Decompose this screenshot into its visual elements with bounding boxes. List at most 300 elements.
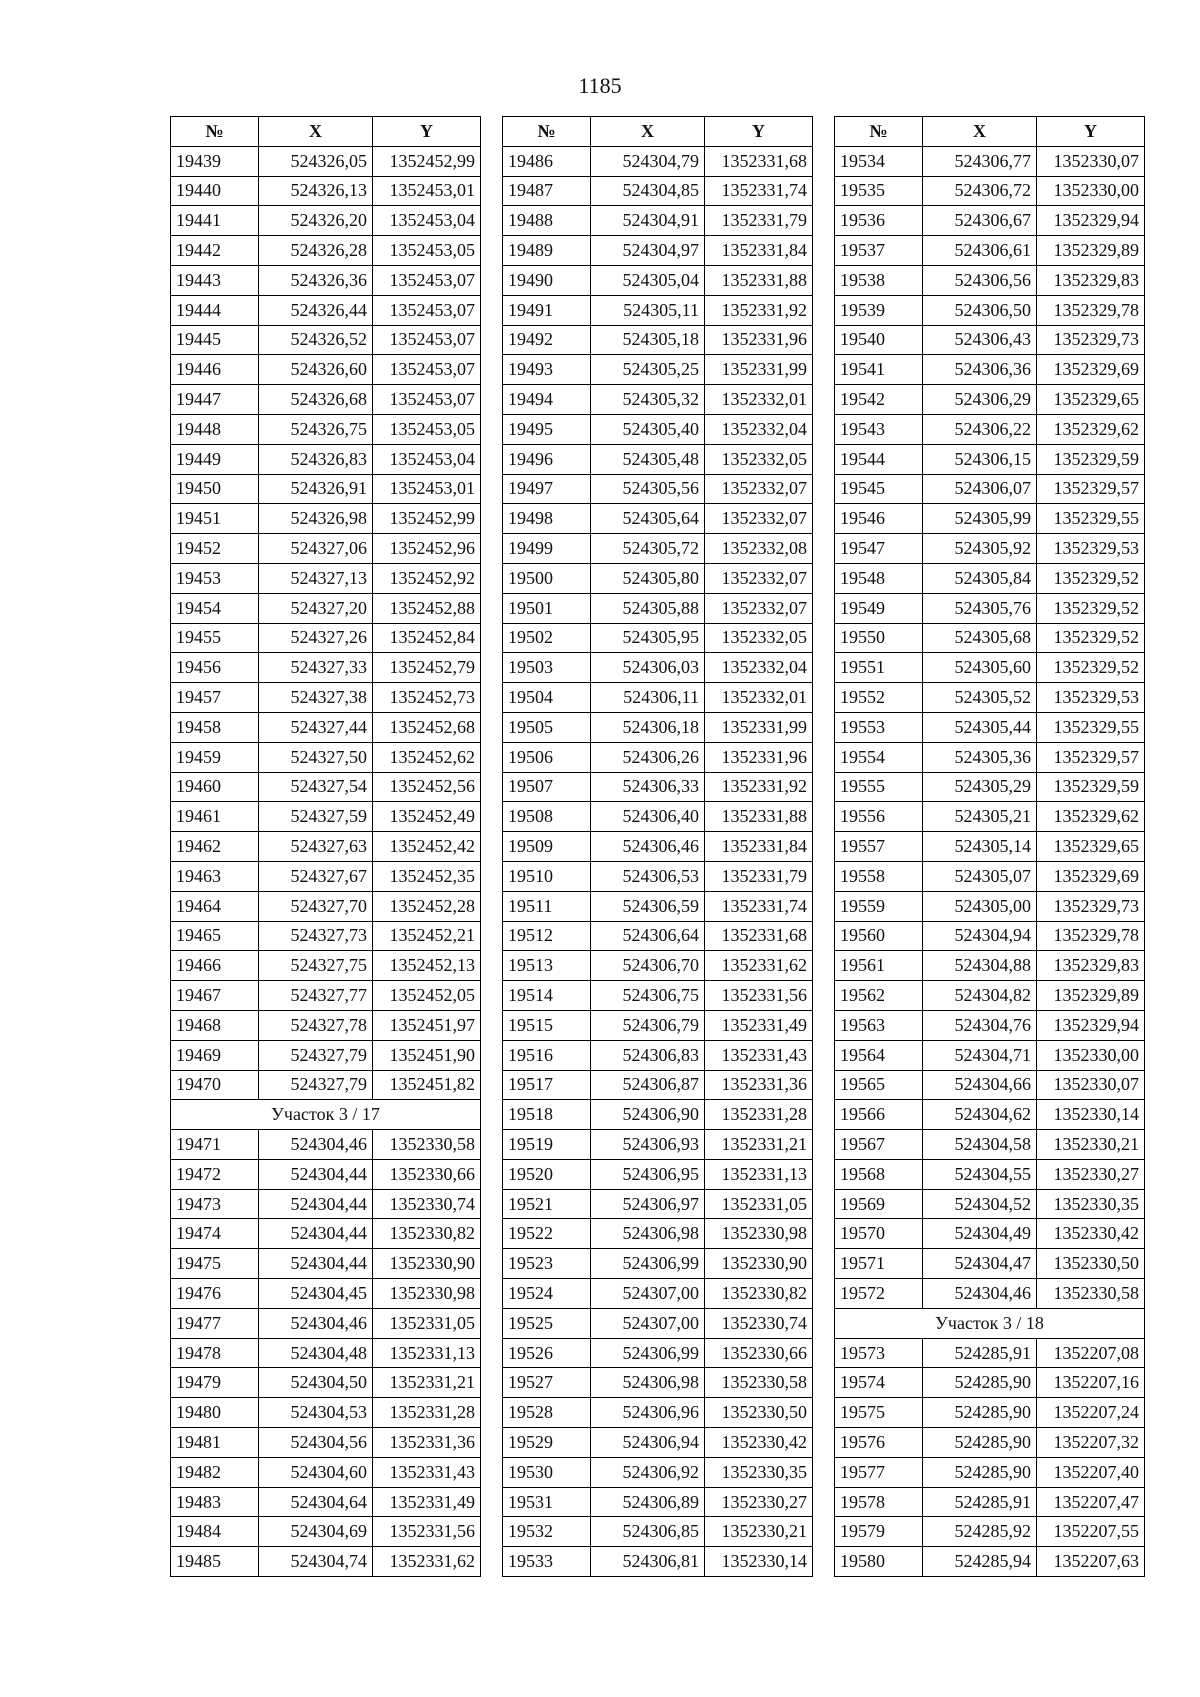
point-number-cell: 19504 xyxy=(503,683,591,713)
point-number-cell: 19539 xyxy=(835,295,923,325)
point-number-cell: 19450 xyxy=(171,474,259,504)
table-row xyxy=(835,385,1145,415)
table-row xyxy=(171,1189,481,1219)
x-coordinate-cell: 524305,56 xyxy=(591,474,705,504)
table-row xyxy=(171,951,481,981)
point-number-cell: 19576 xyxy=(835,1428,923,1458)
point-number-cell: 19569 xyxy=(835,1189,923,1219)
y-coordinate-cell: 1352331,43 xyxy=(705,1040,813,1070)
point-number-cell: 19464 xyxy=(171,891,259,921)
table-row xyxy=(503,534,813,564)
y-coordinate-cell: 1352452,99 xyxy=(373,504,481,534)
y-coordinate-cell: 1352207,08 xyxy=(1037,1338,1145,1368)
x-coordinate-cell: 524327,63 xyxy=(259,832,373,862)
y-coordinate-cell: 1352453,05 xyxy=(373,414,481,444)
table-row xyxy=(503,1398,813,1428)
y-coordinate-cell: 1352329,83 xyxy=(1037,265,1145,295)
y-coordinate-cell: 1352329,62 xyxy=(1037,802,1145,832)
y-coordinate-cell: 1352329,52 xyxy=(1037,653,1145,683)
point-number-cell: 19513 xyxy=(503,951,591,981)
x-coordinate-cell: 524327,50 xyxy=(259,742,373,772)
x-coordinate-cell: 524304,62 xyxy=(923,1100,1037,1130)
y-coordinate-cell: 1352452,56 xyxy=(373,772,481,802)
header-y: Y xyxy=(1037,117,1145,147)
y-coordinate-cell: 1352330,27 xyxy=(705,1487,813,1517)
y-coordinate-cell: 1352330,42 xyxy=(705,1428,813,1458)
point-number-cell: 19477 xyxy=(171,1308,259,1338)
table-row xyxy=(835,1100,1145,1130)
x-coordinate-cell: 524304,56 xyxy=(259,1428,373,1458)
table-row xyxy=(835,1010,1145,1040)
y-coordinate-cell: 1352329,78 xyxy=(1037,921,1145,951)
x-coordinate-cell: 524304,85 xyxy=(591,176,705,206)
x-coordinate-cell: 524306,83 xyxy=(591,1040,705,1070)
table-row xyxy=(503,1040,813,1070)
x-coordinate-cell: 524305,32 xyxy=(591,385,705,415)
point-number-cell: 19506 xyxy=(503,742,591,772)
x-coordinate-cell: 524304,82 xyxy=(923,981,1037,1011)
x-coordinate-cell: 524285,90 xyxy=(923,1368,1037,1398)
point-number-cell: 19474 xyxy=(171,1219,259,1249)
x-coordinate-cell: 524306,18 xyxy=(591,712,705,742)
table-row xyxy=(171,802,481,832)
y-coordinate-cell: 1352331,96 xyxy=(705,742,813,772)
table-row xyxy=(835,563,1145,593)
table-row xyxy=(171,683,481,713)
x-coordinate-cell: 524306,96 xyxy=(591,1398,705,1428)
y-coordinate-cell: 1352331,28 xyxy=(705,1100,813,1130)
y-coordinate-cell: 1352330,00 xyxy=(1037,176,1145,206)
table-row xyxy=(835,1189,1145,1219)
point-number-cell: 19553 xyxy=(835,712,923,742)
x-coordinate-cell: 524305,29 xyxy=(923,772,1037,802)
x-coordinate-cell: 524306,56 xyxy=(923,265,1037,295)
table-row xyxy=(835,772,1145,802)
point-number-cell: 19445 xyxy=(171,325,259,355)
point-number-cell: 19492 xyxy=(503,325,591,355)
point-number-cell: 19461 xyxy=(171,802,259,832)
table-row xyxy=(503,1130,813,1160)
y-coordinate-cell: 1352331,49 xyxy=(705,1010,813,1040)
point-number-cell: 19557 xyxy=(835,832,923,862)
y-coordinate-cell: 1352332,04 xyxy=(705,653,813,683)
x-coordinate-cell: 524326,20 xyxy=(259,206,373,236)
point-number-cell: 19547 xyxy=(835,534,923,564)
point-number-cell: 19559 xyxy=(835,891,923,921)
x-coordinate-cell: 524327,44 xyxy=(259,712,373,742)
point-number-cell: 19543 xyxy=(835,414,923,444)
table-row xyxy=(835,1219,1145,1249)
point-number-cell: 19467 xyxy=(171,981,259,1011)
point-number-cell: 19537 xyxy=(835,236,923,266)
y-coordinate-cell: 1352207,55 xyxy=(1037,1517,1145,1547)
header-x: X xyxy=(591,117,705,147)
table-row xyxy=(835,623,1145,653)
y-coordinate-cell: 1352332,07 xyxy=(705,563,813,593)
table-row xyxy=(503,891,813,921)
point-number-cell: 19548 xyxy=(835,563,923,593)
point-number-cell: 19451 xyxy=(171,504,259,534)
section-row xyxy=(835,1308,1145,1338)
table-row xyxy=(171,1130,481,1160)
y-coordinate-cell: 1352330,50 xyxy=(1037,1249,1145,1279)
y-coordinate-cell: 1352207,40 xyxy=(1037,1457,1145,1487)
table-row xyxy=(171,1010,481,1040)
point-number-cell: 19568 xyxy=(835,1159,923,1189)
point-number-cell: 19458 xyxy=(171,712,259,742)
y-coordinate-cell: 1352331,79 xyxy=(705,206,813,236)
y-coordinate-cell: 1352332,07 xyxy=(705,474,813,504)
point-number-cell: 19555 xyxy=(835,772,923,802)
point-number-cell: 19457 xyxy=(171,683,259,713)
table-row xyxy=(171,1219,481,1249)
x-coordinate-cell: 524306,15 xyxy=(923,444,1037,474)
y-coordinate-cell: 1352207,47 xyxy=(1037,1487,1145,1517)
table-row xyxy=(835,355,1145,385)
y-coordinate-cell: 1352330,35 xyxy=(705,1457,813,1487)
x-coordinate-cell: 524305,40 xyxy=(591,414,705,444)
point-number-cell: 19511 xyxy=(503,891,591,921)
y-coordinate-cell: 1352331,49 xyxy=(373,1487,481,1517)
y-coordinate-cell: 1352329,62 xyxy=(1037,414,1145,444)
point-number-cell: 19552 xyxy=(835,683,923,713)
x-coordinate-cell: 524304,88 xyxy=(923,951,1037,981)
table-row xyxy=(171,1279,481,1309)
point-number-cell: 19517 xyxy=(503,1070,591,1100)
table-row xyxy=(503,146,813,176)
point-number-cell: 19510 xyxy=(503,861,591,891)
x-coordinate-cell: 524327,79 xyxy=(259,1070,373,1100)
y-coordinate-cell: 1352331,21 xyxy=(373,1368,481,1398)
x-coordinate-cell: 524306,46 xyxy=(591,832,705,862)
x-coordinate-cell: 524305,14 xyxy=(923,832,1037,862)
y-coordinate-cell: 1352331,05 xyxy=(705,1189,813,1219)
table-row xyxy=(835,1487,1145,1517)
x-coordinate-cell: 524304,46 xyxy=(259,1308,373,1338)
table-row xyxy=(835,653,1145,683)
x-coordinate-cell: 524304,94 xyxy=(923,921,1037,951)
x-coordinate-cell: 524285,90 xyxy=(923,1457,1037,1487)
point-number-cell: 19530 xyxy=(503,1457,591,1487)
point-number-cell: 19566 xyxy=(835,1100,923,1130)
table-row xyxy=(503,325,813,355)
y-coordinate-cell: 1352452,68 xyxy=(373,712,481,742)
point-number-cell: 19527 xyxy=(503,1368,591,1398)
table-row xyxy=(171,832,481,862)
point-number-cell: 19473 xyxy=(171,1189,259,1219)
x-coordinate-cell: 524304,48 xyxy=(259,1338,373,1368)
table-row xyxy=(503,683,813,713)
table-row xyxy=(835,206,1145,236)
point-number-cell: 19574 xyxy=(835,1368,923,1398)
table-row xyxy=(171,623,481,653)
header-x: X xyxy=(259,117,373,147)
x-coordinate-cell: 524305,72 xyxy=(591,534,705,564)
point-number-cell: 19448 xyxy=(171,414,259,444)
x-coordinate-cell: 524305,88 xyxy=(591,593,705,623)
y-coordinate-cell: 1352330,82 xyxy=(705,1279,813,1309)
point-number-cell: 19484 xyxy=(171,1517,259,1547)
point-number-cell: 19453 xyxy=(171,563,259,593)
table-row xyxy=(835,832,1145,862)
x-coordinate-cell: 524306,36 xyxy=(923,355,1037,385)
point-number-cell: 19567 xyxy=(835,1130,923,1160)
y-coordinate-cell: 1352330,90 xyxy=(705,1249,813,1279)
table-row xyxy=(171,712,481,742)
x-coordinate-cell: 524326,13 xyxy=(259,176,373,206)
x-coordinate-cell: 524306,29 xyxy=(923,385,1037,415)
x-coordinate-cell: 524305,80 xyxy=(591,563,705,593)
y-coordinate-cell: 1352330,74 xyxy=(373,1189,481,1219)
x-coordinate-cell: 524326,98 xyxy=(259,504,373,534)
x-coordinate-cell: 524304,60 xyxy=(259,1457,373,1487)
table-row xyxy=(171,414,481,444)
point-number-cell: 19440 xyxy=(171,176,259,206)
x-coordinate-cell: 524307,00 xyxy=(591,1279,705,1309)
x-coordinate-cell: 524306,53 xyxy=(591,861,705,891)
point-number-cell: 19579 xyxy=(835,1517,923,1547)
x-coordinate-cell: 524305,84 xyxy=(923,563,1037,593)
point-number-cell: 19536 xyxy=(835,206,923,236)
table-row xyxy=(835,981,1145,1011)
y-coordinate-cell: 1352452,42 xyxy=(373,832,481,862)
y-coordinate-cell: 1352452,13 xyxy=(373,951,481,981)
y-coordinate-cell: 1352452,88 xyxy=(373,593,481,623)
point-number-cell: 19479 xyxy=(171,1368,259,1398)
x-coordinate-cell: 524304,49 xyxy=(923,1219,1037,1249)
table-row xyxy=(503,1189,813,1219)
x-coordinate-cell: 524304,46 xyxy=(923,1279,1037,1309)
x-coordinate-cell: 524305,11 xyxy=(591,295,705,325)
point-number-cell: 19452 xyxy=(171,534,259,564)
y-coordinate-cell: 1352329,57 xyxy=(1037,742,1145,772)
table-row xyxy=(171,1487,481,1517)
y-coordinate-cell: 1352331,68 xyxy=(705,146,813,176)
x-coordinate-cell: 524304,71 xyxy=(923,1040,1037,1070)
y-coordinate-cell: 1352329,65 xyxy=(1037,385,1145,415)
y-coordinate-cell: 1352329,73 xyxy=(1037,891,1145,921)
table-row xyxy=(503,1338,813,1368)
x-coordinate-cell: 524306,99 xyxy=(591,1338,705,1368)
table-row xyxy=(835,295,1145,325)
coordinates-table-1 xyxy=(170,116,481,1577)
table-row xyxy=(503,1249,813,1279)
point-number-cell: 19497 xyxy=(503,474,591,504)
y-coordinate-cell: 1352451,90 xyxy=(373,1040,481,1070)
header-number: № xyxy=(503,117,591,147)
table-row xyxy=(835,742,1145,772)
table-row xyxy=(171,1249,481,1279)
point-number-cell: 19577 xyxy=(835,1457,923,1487)
table-row xyxy=(503,1159,813,1189)
x-coordinate-cell: 524326,75 xyxy=(259,414,373,444)
table-row xyxy=(835,444,1145,474)
x-coordinate-cell: 524305,92 xyxy=(923,534,1037,564)
table-row xyxy=(835,1159,1145,1189)
table-row xyxy=(503,653,813,683)
table-row xyxy=(503,1428,813,1458)
y-coordinate-cell: 1352453,07 xyxy=(373,325,481,355)
x-coordinate-cell: 524326,28 xyxy=(259,236,373,266)
section-row xyxy=(171,1100,481,1130)
x-coordinate-cell: 524305,44 xyxy=(923,712,1037,742)
point-number-cell: 19563 xyxy=(835,1010,923,1040)
point-number-cell: 19468 xyxy=(171,1010,259,1040)
y-coordinate-cell: 1352331,84 xyxy=(705,236,813,266)
header-number: № xyxy=(835,117,923,147)
point-number-cell: 19503 xyxy=(503,653,591,683)
x-coordinate-cell: 524306,22 xyxy=(923,414,1037,444)
point-number-cell: 19455 xyxy=(171,623,259,653)
point-number-cell: 19476 xyxy=(171,1279,259,1309)
y-coordinate-cell: 1352452,05 xyxy=(373,981,481,1011)
point-number-cell: 19544 xyxy=(835,444,923,474)
table-header-row xyxy=(171,117,481,147)
table-row xyxy=(503,832,813,862)
y-coordinate-cell: 1352452,99 xyxy=(373,146,481,176)
x-coordinate-cell: 524326,52 xyxy=(259,325,373,355)
y-coordinate-cell: 1352329,83 xyxy=(1037,951,1145,981)
header-y: Y xyxy=(705,117,813,147)
y-coordinate-cell: 1352331,92 xyxy=(705,772,813,802)
y-coordinate-cell: 1352452,28 xyxy=(373,891,481,921)
point-number-cell: 19481 xyxy=(171,1428,259,1458)
point-number-cell: 19463 xyxy=(171,861,259,891)
x-coordinate-cell: 524327,13 xyxy=(259,563,373,593)
x-coordinate-cell: 524306,90 xyxy=(591,1100,705,1130)
table-row xyxy=(835,1517,1145,1547)
point-number-cell: 19502 xyxy=(503,623,591,653)
table-row xyxy=(171,981,481,1011)
point-number-cell: 19459 xyxy=(171,742,259,772)
x-coordinate-cell: 524304,44 xyxy=(259,1219,373,1249)
table-row xyxy=(503,1279,813,1309)
y-coordinate-cell: 1352329,69 xyxy=(1037,355,1145,385)
point-number-cell: 19487 xyxy=(503,176,591,206)
y-coordinate-cell: 1352331,79 xyxy=(705,861,813,891)
point-number-cell: 19518 xyxy=(503,1100,591,1130)
point-number-cell: 19534 xyxy=(835,146,923,176)
table-row xyxy=(503,236,813,266)
y-coordinate-cell: 1352452,79 xyxy=(373,653,481,683)
x-coordinate-cell: 524306,11 xyxy=(591,683,705,713)
y-coordinate-cell: 1352453,07 xyxy=(373,385,481,415)
table-row xyxy=(503,1368,813,1398)
section-label: Участок 3 / 17 xyxy=(171,1100,481,1130)
table-row xyxy=(835,1040,1145,1070)
table-row xyxy=(503,981,813,1011)
point-number-cell: 19531 xyxy=(503,1487,591,1517)
x-coordinate-cell: 524304,91 xyxy=(591,206,705,236)
x-coordinate-cell: 524304,44 xyxy=(259,1249,373,1279)
point-number-cell: 19570 xyxy=(835,1219,923,1249)
y-coordinate-cell: 1352332,01 xyxy=(705,683,813,713)
y-coordinate-cell: 1352330,42 xyxy=(1037,1219,1145,1249)
x-coordinate-cell: 524304,50 xyxy=(259,1368,373,1398)
table-row xyxy=(503,176,813,206)
point-number-cell: 19462 xyxy=(171,832,259,862)
y-coordinate-cell: 1352332,05 xyxy=(705,444,813,474)
x-coordinate-cell: 524304,97 xyxy=(591,236,705,266)
table-row xyxy=(835,593,1145,623)
point-number-cell: 19562 xyxy=(835,981,923,1011)
y-coordinate-cell: 1352329,53 xyxy=(1037,534,1145,564)
table-row xyxy=(171,593,481,623)
table-row xyxy=(835,1338,1145,1368)
x-coordinate-cell: 524326,05 xyxy=(259,146,373,176)
point-number-cell: 19465 xyxy=(171,921,259,951)
table-row xyxy=(503,742,813,772)
x-coordinate-cell: 524306,26 xyxy=(591,742,705,772)
x-coordinate-cell: 524304,47 xyxy=(923,1249,1037,1279)
point-number-cell: 19572 xyxy=(835,1279,923,1309)
x-coordinate-cell: 524306,67 xyxy=(923,206,1037,236)
table-row xyxy=(171,1368,481,1398)
point-number-cell: 19466 xyxy=(171,951,259,981)
point-number-cell: 19509 xyxy=(503,832,591,862)
y-coordinate-cell: 1352332,07 xyxy=(705,504,813,534)
x-coordinate-cell: 524304,53 xyxy=(259,1398,373,1428)
x-coordinate-cell: 524306,85 xyxy=(591,1517,705,1547)
y-coordinate-cell: 1352453,07 xyxy=(373,355,481,385)
page-number: 1185 xyxy=(578,73,622,98)
point-number-cell: 19556 xyxy=(835,802,923,832)
table-row xyxy=(171,325,481,355)
x-coordinate-cell: 524327,78 xyxy=(259,1010,373,1040)
y-coordinate-cell: 1352332,01 xyxy=(705,385,813,415)
table-row xyxy=(835,802,1145,832)
x-coordinate-cell: 524306,61 xyxy=(923,236,1037,266)
table-row xyxy=(171,236,481,266)
x-coordinate-cell: 524305,04 xyxy=(591,265,705,295)
y-coordinate-cell: 1352331,68 xyxy=(705,921,813,951)
table-row xyxy=(503,1070,813,1100)
y-coordinate-cell: 1352331,74 xyxy=(705,176,813,206)
point-number-cell: 19485 xyxy=(171,1547,259,1577)
x-coordinate-cell: 524306,03 xyxy=(591,653,705,683)
y-coordinate-cell: 1352329,94 xyxy=(1037,206,1145,236)
y-coordinate-cell: 1352331,13 xyxy=(705,1159,813,1189)
y-coordinate-cell: 1352329,53 xyxy=(1037,683,1145,713)
point-number-cell: 19498 xyxy=(503,504,591,534)
table-row xyxy=(835,414,1145,444)
x-coordinate-cell: 524304,66 xyxy=(923,1070,1037,1100)
table-row xyxy=(503,1100,813,1130)
point-number-cell: 19551 xyxy=(835,653,923,683)
x-coordinate-cell: 524305,52 xyxy=(923,683,1037,713)
y-coordinate-cell: 1352329,52 xyxy=(1037,563,1145,593)
table-header-row xyxy=(835,117,1145,147)
y-coordinate-cell: 1352331,36 xyxy=(373,1428,481,1458)
y-coordinate-cell: 1352451,97 xyxy=(373,1010,481,1040)
table-row xyxy=(503,1547,813,1577)
x-coordinate-cell: 524306,64 xyxy=(591,921,705,951)
table-row xyxy=(835,265,1145,295)
x-coordinate-cell: 524307,00 xyxy=(591,1308,705,1338)
table-row xyxy=(503,1457,813,1487)
y-coordinate-cell: 1352332,07 xyxy=(705,593,813,623)
x-coordinate-cell: 524327,54 xyxy=(259,772,373,802)
point-number-cell: 19491 xyxy=(503,295,591,325)
point-number-cell: 19454 xyxy=(171,593,259,623)
point-number-cell: 19478 xyxy=(171,1338,259,1368)
y-coordinate-cell: 1352330,14 xyxy=(1037,1100,1145,1130)
table-row xyxy=(171,1308,481,1338)
point-number-cell: 19490 xyxy=(503,265,591,295)
y-coordinate-cell: 1352329,52 xyxy=(1037,593,1145,623)
table-row xyxy=(503,921,813,951)
table-row xyxy=(171,563,481,593)
